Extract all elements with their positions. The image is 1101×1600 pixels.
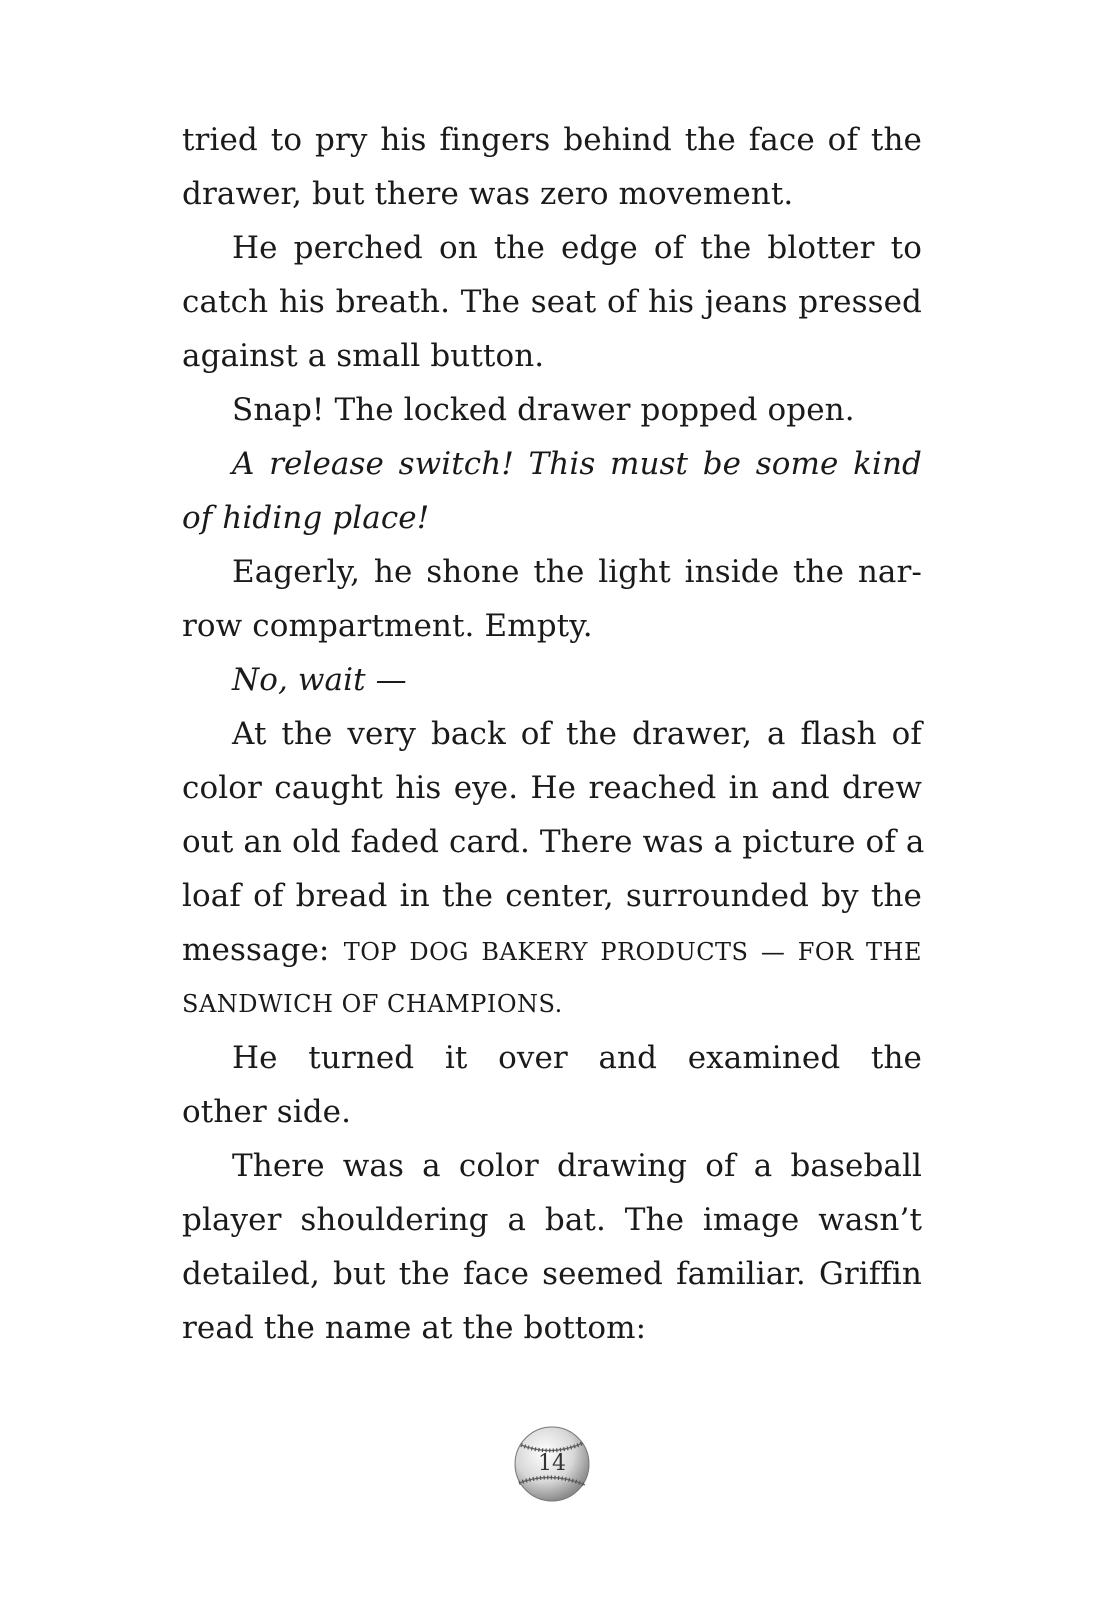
- text-line: color caught his eye. He reached in and drew: [182, 770, 922, 806]
- text-line: Eagerly, he shone the light inside the nar-: [232, 554, 922, 590]
- text-line: There was a color drawing of a baseball: [232, 1148, 922, 1184]
- message-label: message:: [182, 932, 330, 968]
- text-line-italic: No, wait —: [232, 662, 407, 698]
- text-line: row compartment. Empty.: [182, 608, 593, 644]
- text-line: read the name at the bottom:: [182, 1310, 647, 1346]
- text-line: player shouldering a bat. The image wasn’t: [182, 1202, 922, 1238]
- text-line: out an old faded card. There was a picture of a: [182, 824, 925, 860]
- text-line-italic: of hiding place!: [182, 500, 430, 536]
- small-caps-message: TOP DOG BAKERY PRODUCTS — FOR THE: [343, 938, 922, 966]
- text-line: tried to pry his fingers behind the face of the: [182, 122, 922, 158]
- text-line: drawer, but there was zero movement.: [182, 176, 794, 212]
- text-line: detailed, but the face seemed familiar. Griffin: [182, 1256, 922, 1292]
- page-number: 14: [538, 1451, 566, 1476]
- text-line: He perched on the edge of the blotter to: [232, 230, 922, 266]
- text-line: other side.: [182, 1094, 352, 1130]
- text-line: catch his breath. The seat of his jeans pressed: [182, 284, 922, 320]
- text-line: loaf of bread in the center, surrounded by the: [182, 878, 922, 914]
- page-number-baseball: [513, 1425, 591, 1503]
- text-line: At the very back of the drawer, a flash of: [232, 716, 922, 752]
- text-line: against a small button.: [182, 338, 545, 374]
- page-body: [182, 113, 925, 1355]
- text-line: Snap! The locked drawer popped open.: [232, 392, 855, 428]
- text-line: He turned it over and examined the: [232, 1040, 922, 1076]
- text-line-mixed: [182, 923, 922, 977]
- small-caps-message-end: SANDWICH OF CHAMPIONS.: [182, 990, 563, 1018]
- text-line-italic: A release switch! This must be some kind: [232, 446, 922, 482]
